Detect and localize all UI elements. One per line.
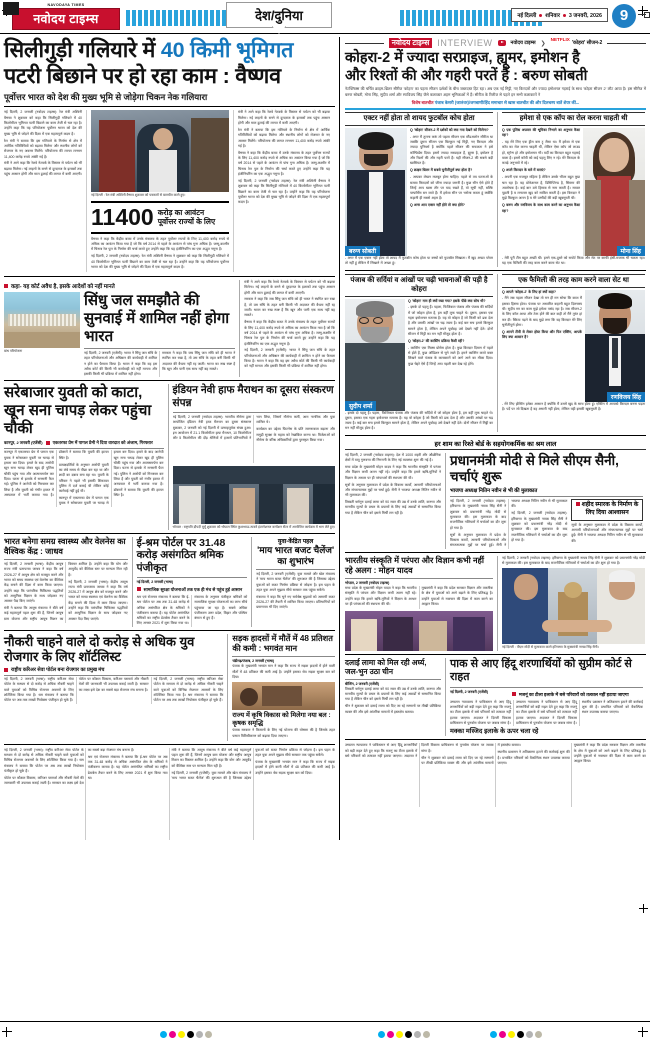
dateline-city: नई दिल्ली xyxy=(517,13,537,19)
panel-mona-q1: Q एक पुलिस अफसर की भूमिका निभाने का अनुभव कैसा रहा? xyxy=(502,127,580,138)
temple-headline: मक्का मस्जिद इलाके के ऊपर चला रहे xyxy=(450,728,539,736)
jobs-overflow-paragraph-6: पंजाब के मुख्यमंत्री भगवंत मान ने कहा कि राज्य में सड़क हादसों में होने वाली मौतों में 48 प्रतिशत की कमी आई है। उन्होंने इसका श्रेय सड़क सुरक्षा बल को दिया। xyxy=(255,759,335,775)
modi-side-paragraph: सूत्रों के अनुसार मुलाकात में प्रदेश के विकास कार्यों, आगामी परियोजनाओं और संगठनात्मक मुद्दों पर चर्चा हुई। सैनी ने भाजपा अध्यक्ष नितिन नवीन से भी मुलाकात की। xyxy=(571,522,643,543)
modi-kicker: भाजपा अध्यक्ष नितिन नवीन से भी की मुलाकात xyxy=(450,488,538,495)
right-column xyxy=(340,37,646,840)
panel-sudip-a1: - इसके दो पहलू हैं। पहला, फिजिकल पंजाब और पंजाब की सर्दियों में जो कोहरा होता है, हम वहीं लुक चाहते थे। दूसरा, इसका एक गहरा इमोशनल मतलब है। यह वो कोहरा है जो किसी को ढक देता है और उसकी आंखों पर चढ़ जाता है। कई बार सच हमारे बिल्कुल सामने होता है, लेकिन अपने पूर्वाग्रह उसे देखने नहीं देते। दोनों सीजन में मिट्टी का मन नहीं मौजूद होता है। xyxy=(408,305,493,336)
interview-headline-line2: और रिश्तों की और गहरी परतें हैं : बरुण सोबती xyxy=(345,67,588,84)
footer-registration-bar xyxy=(0,1021,650,1043)
panel-ranvijay-name-tag: रणविजय सिंह xyxy=(607,392,645,402)
refugees-headline: पाक से आए हिंदू शरणार्थियों को सुप्रीम कोर्ट से राहत xyxy=(450,657,632,684)
refugees-paragraph-1: उच्चतम न्यायालय ने पाकिस्तान से आए हिंदू शरणार्थियों को बड़ी राहत देते हुए कहा कि मजनूं का टीला इलाके में बसे परिवारों को तत्काल नहीं हटाया जाएगा। अदालत ने दिल्ली विकास प्राधिकरण से पुनर्वास योजना पर जवाब मांगा है। xyxy=(450,699,511,725)
interview-channel-label: नवोदय टाइम्स xyxy=(510,40,536,46)
jobs-overflow-paragraph-2: पोर्टल पर कौशल विकास, करिअर परामर्श और नौकरी मेलों की जानकारी भी उपलब्ध कराई जाती है। सरकार का लक्ष्य इसे देश का सबसे बड़ा रोजगार मंच बनाना है। xyxy=(4,747,135,786)
sindhu-paragraph-2: सरकार ने कहा कि जब सिंधु जल संधि को ही भारत ने स्थगित कर रखा है, तो उस संधि के तहत बनी किसी भी अदालत की वैधता नहीं रह जाती। भारत का रुख स्पष्ट है कि खून और पानी एक साथ नहीं बह सकते। xyxy=(162,350,236,371)
marathon-story xyxy=(168,384,336,529)
sindhu-headline: सिंधु जल समझौते की सुनवाई में शामिल नहीं होगा भारत xyxy=(84,291,230,345)
mini-panel-paragraph-3: सूत्रों के अनुसार मुलाकात में प्रदेश के विकास कार्यों, आगामी परियोजनाओं और संगठनात्मक मुद्दों पर चर्चा हुई। सैनी ने भाजपा अध्यक्ष नितिन नवीन से भी मुलाकात की। xyxy=(345,482,441,498)
interview-brand-hindi: नवोदय टाइम्स xyxy=(389,38,433,48)
crime-paragraph-1: कानपुर में एकतरफा प्रेम में पागल एक युवक ने सरेबाजार युवती पर चापड़ से हमला कर दिया। हमले के बाद आरोपी खून सना चापड़ लेकर खुद ही पुलिस चौकी पहुंच गया और आत्मसमर्पण कर दिया। घटना से इलाके में सनसनी फैल गई। पुलिस ने आरोपी को गिरफ्तार कर लिया है और युवती को गंभीर हालत में अस्पताल में भर्ती कराया गया है। डॉक्टरों ने बताया कि युवती की हालत स्थिर है। xyxy=(4,450,109,497)
modi-handshake-photo xyxy=(502,568,645,644)
sanskriti-dateline: भोपाल, 2 जनवरी (नवोदय टाइम्स) xyxy=(345,581,390,586)
modi-side-headline: शहीद स्मारक के निर्माण के लिए दिया आश्वासन xyxy=(581,502,639,516)
marathon-headline: इंडियन नेवी हाफ मैराथन का दूसरा संस्करण संपन्न xyxy=(172,384,334,410)
page-number-badge: 9 xyxy=(612,4,636,28)
marathon-photo xyxy=(173,466,336,524)
lead-paragraph-3: वैष्णव ने कहा कि केंद्रीय बजट में उनके मंत्रालय के तहत पूर्वोत्तर राज्यों के लिए 11,400 करोड़ रुपये से अधिक का आवंटन किया गया है जो कि वर्ष 2014 से पहले के आवंटन से पांच गुना अधिक है। जम्मू-कश्मीर में चिनाब रेल पुल के निर्माण की चर्चा करते हुए उन्होंने कहा कि यह इंजीनियरिंग का एक अद्भुत नमूना है। xyxy=(91,236,229,252)
lead-paragraph-5: रेल मंत्री ने बताया कि इस गलियारे के निर्माण से क्षेत्र में आर्थिक गतिविधियों को बढ़ावा मिलेगा और स्थानीय लोगों को रोजगार के नए अवसर मिलेंगे। परियोजना की लागत लगभग 11,400 करोड़ रुपये आंकी गई है। xyxy=(238,127,330,148)
lead-figure-label-2: पूर्वोत्तर राज्यों के लिए xyxy=(157,217,216,227)
registration-mark-mid-right xyxy=(639,904,648,913)
eshram-body xyxy=(137,595,248,627)
panel-barun-a2: - आपका लेखन मजबूत होना चाहिए। पहले से तय घटनाओं के बजाय किरदारों को जीना ज्यादा जरूरी है। कुछ सीन ऐसे होते हैं जिन्हें आप खास तौर पर याद रखते हैं, वो सूची नहीं, बल्कि परफॉर्मेंस बन जाते हैं। मैं हमेशा सीन पर भरोसा करता हूं क्योंकि कहानी ही सबसे अहम है। xyxy=(410,175,493,201)
health-eshram-section xyxy=(4,537,335,627)
interview-panels-top xyxy=(345,112,646,267)
panel-ranvijay-a2: - मेरे लिए होस्टिंग हमेशा आसान है क्योंकि मैं उसमें खुद के साथ होता हूं। एक्टिंग में आपको किरदार बनना पड़ता है। पर्दे पर जो दिखता है वह असली नहीं होता, लेकिन यही इसकी खूबसूरती है। xyxy=(502,401,645,411)
health-paragraph-3: नई दिल्ली, 2 जनवरी (भाषा): केंद्रीय आयुष राज्य मंत्री प्रतापराव जाधव ने कहा कि वर्ष 2026-27 में आयुष क्षेत्र को मजबूत करने और भारत को समग्र स्वास्थ्य एवं वेलनेस का वैश्विक केंद्र बनाने की दिशा में काम किया जाएगा। उन्होंने कहा कि पारंपरिक चिकित्सा पद्धतियों को आधुनिक विज्ञान के साथ जोड़कर नए अवसर पैदा किए जाएंगे। xyxy=(68,579,128,621)
interview-channel xyxy=(511,40,536,46)
interview-brand-word: INTERVIEW xyxy=(437,38,493,48)
modi-paragraph-2: सूत्रों के अनुसार मुलाकात में प्रदेश के विकास कार्यों, आगामी परियोजनाओं और संगठनात्मक मुद्दों पर चर्चा हुई। सैनी ने भाजपा अध्यक्ष नितिन नवीन से भी मुलाकात की। xyxy=(450,499,568,548)
netflix-label: NETFLIX xyxy=(550,36,570,42)
farmers-body xyxy=(232,728,335,739)
jobs-overflow-paragraph-4: मंत्री ने बताया कि आयुष मंत्रालय ने बीते वर्ष कई महत्वपूर्ण पहल शुरू की हैं, जिनमें आयुष ग्राम योजना और राष्ट्रीय आयुष मिशन का विस्तार शामिल है। उन्होंने कहा कि योग और आयुर्वेद को वैश्विक स्तर पर मान्यता मिल रही है। xyxy=(171,747,252,768)
lead-headline xyxy=(4,37,335,89)
eshram-paragraph-2: मंत्रालय के अनुसार पंजीकृत श्रमिकों को सामाजिक सुरक्षा योजनाओं का लाभ सीधे पहुंचाया जा रहा है। सबसे अधिक पंजीकरण उत्तर प्रदेश, बिहार और पश्चिम बंगाल से हुए हैं। xyxy=(194,594,248,621)
interview-brand-bar xyxy=(345,37,646,50)
sindhu-paragraph-1: नई दिल्ली, 2 जनवरी (एजेंसी): भारत ने सिंधु जल संधि के तहत परियोजनाओं और अधिष्ठान की कार्यवाही में शामिल न होने का फैसला किया है। भारत ने कहा कि वह इस अवैध कोर्ट की किसी भी कार्यवाही को नहीं मानता और इसकी किसी भी प्रक्रिया में शामिल नहीं होगा। xyxy=(84,350,158,377)
sindhu-photo-caption: बांध परियोजना xyxy=(4,348,23,353)
modi-section xyxy=(345,453,646,549)
dalai-paragraph-2: चीन ने शुक्रवार को दलाई लामा को दिए जा रहे सम्मानों पर तीखी प्रतिक्रिया व्यक्त की और इसे आंतरिक मामलों में हस्तक्षेप बताया। xyxy=(345,704,441,714)
registration-mark-bottom-left xyxy=(2,1027,12,1037)
panel-barun-a1: - अगर मैं तुलना करूं तो पहला सीजन एक स्टैंडअलोन सीरीज था जबकि दूसरा सीजन एक बिल्कुल नई मिट्टी, नए किरदार और ज्यादा युनिवर्स है क्योंकि पहले सीजन की सफलता ने इसे कॉन्फिडेंस दिया। इसमें ज्यादा सरप्राइज हैं, ह्यूमर है, इमोशन है और रिश्तों की और गहरी परतें हैं। यही सीजन-2 की सबसे बड़ी खासियत है। xyxy=(410,134,493,166)
lead-paragraph-2: रेल मंत्री ने बताया कि इस गलियारे के निर्माण से क्षेत्र में आर्थिक गतिविधियों को बढ़ावा मिलेगा और स्थानीय लोगों को रोजगार के नए अवसर मिलेंगे। परियोजना की लागत लगभग 11,400 करोड़ रुपये आंकी गई है। xyxy=(4,138,82,159)
sindhu-story xyxy=(4,280,235,378)
right-overflow-paragraph-2: चीन ने शुक्रवार को दलाई लामा को दिए जा रहे सम्मानों पर तीखी प्रतिक्रिया व्यक्त की और इसे आंतरिक मामलों में हस्तक्षेप बताया। xyxy=(421,743,521,765)
lead-story xyxy=(4,37,335,272)
farmers-headline: राज्य में कृषि विकास को मिलेगा नया बल : कृषक समृद्धि xyxy=(232,712,331,728)
panel-sudip-qna-head: पंजाब की सर्दियां व आंखों पर चढ़ी भावनाओं की पड़ी है कोहरा xyxy=(345,274,493,297)
lead-paragraph-3b: नई दिल्ली, 2 जनवरी (नवोदय टाइम्स): रेल मंत्री अश्विनी वैष्णव ने शुक्रवार को कहा कि सिलीगुड़ी गलियारे में 40 किलोमीटर भूमिगत पटरी बिछाने का काम तेजी से चल रहा है। उन्होंने कहा कि यह परियोजना पूर्वोत्तर भारत को देश की मुख्य भूमि से जोड़ने की दिशा में एक महत्वपूर्ण कदम है। xyxy=(91,254,229,270)
panel-mona-name-tag: मोना सिंह xyxy=(617,246,646,256)
dalai-paragraph-1: तिब्बती धर्मगुरु दलाई लामा को 90 साल की उम्र में उनके शांति, करुणा और मानवीय मूल्यों के प्रचार के प्रयासों के लिए कई अवार्डों से सम्मानित किया गया है लेकिन चीन को इससे मिर्ची लग रही है। xyxy=(345,686,441,702)
jobs-story xyxy=(4,634,223,741)
right-overflow-paragraph-3: स्थानीय प्रशासन ने अतिक्रमण हटाने की कार्रवाई शुरू की है। प्रभावित परिवारों को वैकल्पिक स्थान उपलब्ध कराया जाएगा। xyxy=(497,750,570,765)
health-paragraph-2: मंत्री ने बताया कि आयुष मंत्रालय ने बीते वर्ष कई महत्वपूर्ण पहल शुरू की हैं, जिनमें आयुष ग्राम योजना और राष्ट्रीय आयुष मिशन का विस्तार शामिल है। उन्होंने कहा कि योग और आयुर्वेद को वैश्विक स्तर पर मान्यता मिल रही है। xyxy=(4,562,128,621)
modi-paragraph-3: नई दिल्ली, 2 जनवरी (नवोदय टाइम्स): हरियाणा के मुख्यमंत्री नायब सिंह सैनी ने शुक्रवार को प्रधानमंत्री नरेंद्र मोदी से मुलाकात की। इस मुलाकात के बाद राजनीतिक गलियारों में चर्चाओं का दौर शुरू हो गया है। xyxy=(511,511,568,542)
dalai-story xyxy=(345,658,441,737)
panel-ranvijay-photo xyxy=(585,290,645,402)
sanskriti-section xyxy=(345,556,646,651)
jobs-section xyxy=(4,634,335,741)
marathon-paragraph-2: कार्यक्रम का उद्देश्य फिटनेस के प्रति जागरूकता बढ़ाना और समुद्री सुरक्षा के महत्व को रेखांकित करना था। विजेताओं को नौसेना के वरिष्ठ अधिकारियों द्वारा पुरस्कृत किया गया। xyxy=(256,427,335,442)
sindhu-kicker xyxy=(4,282,235,290)
accidents-paragraph-1: पंजाब के मुख्यमंत्री भगवंत मान ने कहा कि राज्य में सड़क हादसों में होने वाली मौतों में 48 प्रतिशत की कमी आई है। उन्होंने इसका श्रेय सड़क सुरक्षा बल को दिया। xyxy=(232,664,335,679)
refugees-paragraph-2: उच्चतम न्यायालय ने पाकिस्तान से आए हिंदू शरणार्थियों को बड़ी राहत देते हुए कहा कि मजनूं का टीला इलाके में बसे परिवारों को तत्काल नहीं हटाया जाएगा। अदालत ने दिल्ली विकास प्राधिकरण से पुनर्वास योजना पर जवाब मांगा है। xyxy=(516,699,577,725)
panel-mona-a2: - अपनी एक मजबूत महिला है लेकिन उसके भीतर बहुत कुछ चल रहा है। वह प्रोफेशनल है, डिसिप्लिन्ड है, सिस्टम की आलोचक है। कई बार उसे हिसाब से नाम करती है। सवाल पूछती है व लगातार खुद को साबित करती है। इस किरदार ने मुझे बिल्कुल अलग है व मेरे उम्मीदों की बड़ी खूबसूरती थी। xyxy=(502,175,580,201)
dateline xyxy=(511,8,608,22)
mini-panel-body xyxy=(345,453,441,549)
refugees-paragraph-3: स्थानीय प्रशासन ने अतिक्रमण हटाने की कार्रवाई शुरू की है। प्रभावित परिवारों को वैकल्पिक स्थान उपलब्ध कराया जाएगा। xyxy=(582,699,643,715)
lead-photo xyxy=(91,110,229,192)
sindhu-side-paragraph-1: मंत्री ने आगे कहा कि रेलवे नेटवर्क के विस्तार से पर्यटन को भी बढ़ावा मिलेगा। नई लाइनों के बनने से दूरदराज के इलाकों तक पहुंच आसान होगी और माल ढुलाई की लागत में कमी आएगी। xyxy=(244,279,335,295)
lead-figure-label-1: करोड़ का आवंटन xyxy=(157,207,205,217)
eshram-headline: ई-श्रम पोर्टल पर 31.48 करोड़ असंगठित श्रमिक पंजीकृत xyxy=(136,536,226,575)
lead-paragraph-2b: मंत्री ने आगे कहा कि रेलवे नेटवर्क के विस्तार से पर्यटन को भी बढ़ावा मिलेगा। नई लाइनों के बनने से दूरदराज के इलाकों तक पहुंच आसान होगी और माल ढुलाई की लागत में कमी आएगी। xyxy=(4,161,82,177)
modi-paragraph-1: नई दिल्ली, 2 जनवरी (नवोदय टाइम्स): हरियाणा के मुख्यमंत्री नायब सिंह सैनी ने शुक्रवार को प्रधानमंत्री नरेंद्र मोदी से मुलाकात की। इस मुलाकात के बाद राजनीतिक गलियारों में चर्चाओं का दौर शुरू हो गया है। xyxy=(450,499,507,530)
logo-latin-name: NAVODAYA TIMES xyxy=(47,3,85,7)
dateline-separator-dot-2 xyxy=(563,14,566,17)
eshram-paragraph-1: श्रम एवं रोजगार मंत्रालय ने बताया कि ई-श्रम पोर्टल पर अब तक 31.48 करोड़ से अधिक असंगठित क्षेत्र के श्रमिकों ने पंजीकरण कराया है। यह पोर्टल असंगठित श्रमिकों का राष्ट्रीय डेटाबेस तैयार करने के लिए अगस्त 2021 में शुरू किया गया था। xyxy=(136,594,190,626)
eshram-bullet-icon xyxy=(137,587,141,591)
right-overflow-paragraph-4: मुख्यमंत्री ने कहा कि प्रदेश सरकार विज्ञान और तकनीक के क्षेत्र में युवाओं को आगे बढ़ाने के लिए प्रतिबद्ध है। उन्होंने युवाओं से नवाचार की दिशा में काम करने का आह्वान किया। xyxy=(573,743,646,764)
jobs-paragraph-3: नई दिल्ली, 2 जनवरी (भाषा): राष्ट्रीय करिअर सेवा पोर्टल के माध्यम से दो करोड़ से अधिक नौकरी चाहने वाले युवाओं को विभिन्न रोजगार अवसरों के लिए शॉर्टलिस्ट किया गया है। श्रम मंत्रालय ने बताया कि पोर्टल पर अब तक लाखों नियोक्ता पंजीकृत हो चुके हैं। xyxy=(153,676,224,703)
interview-panel-barun xyxy=(345,112,493,267)
crime-headline: सरेबाजार युवती को काटा, खून सना चापड़ लेकर पहुंचा चौकी xyxy=(4,384,152,438)
jobs-kicker: राष्ट्रीय करिअर सेवा पोर्टल बना रोजगार का प्रमुख मंच xyxy=(11,666,105,673)
accidents-headline: सड़क हादसों में मौतें में 48 प्रतिशत की कमी : भगवंत मान xyxy=(232,633,333,654)
panel-mona-qa xyxy=(502,128,580,256)
jobs-bullet-icon xyxy=(4,668,8,672)
logo-hindi-name: नवोदय टाइम्स xyxy=(12,8,120,30)
health-paragraph-1: नई दिल्ली, 2 जनवरी (भाषा): केंद्रीय आयुष राज्य मंत्री प्रतापराव जाधव ने कहा कि वर्ष 2026-27 में आयुष क्षेत्र को मजबूत करने और भारत को समग्र स्वास्थ्य एवं वेलनेस का वैश्विक केंद्र बनाने की दिशा में काम किया जाएगा। उन्होंने कहा कि पारंपरिक चिकित्सा पद्धतियों को आधुनिक विज्ञान के साथ जोड़कर नए अवसर पैदा किए जाएंगे। xyxy=(4,562,64,604)
eshram-callout: सामाजिक सुरक्षा योजनाओं तक एक ही मंच से पहुंच हुई आसान xyxy=(143,586,243,592)
crime-marathon-section xyxy=(4,384,335,529)
right-overflow-paragraph-1: उच्चतम न्यायालय ने पाकिस्तान से आए हिंदू शरणार्थियों को बड़ी राहत देते हुए कहा कि मजनूं का टीला इलाके में बसे परिवारों को तत्काल नहीं हटाया जाएगा। अदालत ने दिल्ली विकास प्राधिकरण से पुनर्वास योजना पर जवाब मांगा है। xyxy=(345,743,494,759)
section-tab[interactable] xyxy=(226,2,332,28)
lead-photo-caption: नई दिल्ली : रेल मंत्री अश्विनी वैष्णव शुक्रवार को पत्रकारों से बातचीत करते हुए। xyxy=(91,193,186,198)
publication-logo[interactable] xyxy=(12,3,120,30)
lead-headline-part1: सिलीगुड़ी गलियारे में xyxy=(4,38,161,62)
panel-barun-q3: Q अगर आप एक्टर नहीं होते तो क्या होते? xyxy=(410,203,465,208)
modi-side-bullet-icon xyxy=(576,502,580,506)
panel-ranvijay-a1: - मैंने जब पहला सीजन देखा तो मन ही मन सोचा कि काश मैं इसका हिस्सा होता। पंजाब पर आधारित कहानी बहुत दिलचस्प थी। सुदीप सर का काम मुझे हमेशा पसंद रहा है। जब सीजन-2 के लिए कॉल आया और टेस्ट होने की बात कही तो मैंने तुरंत हां कर दी। स्क्रिप्ट पढ़ने के बाद मुझे लगा कि यह किरदार मेरे लिए चुनौतीपूर्ण होगा। xyxy=(502,296,582,327)
panel-barun-q1: Q 'कोहरा' सीजन-2 में दर्शकों को क्या नया देखने को मिलेगा? xyxy=(410,127,489,132)
jobs-overflow-paragraph-3: श्रम एवं रोजगार मंत्रालय ने बताया कि ई-श्रम पोर्टल पर अब तक 31.48 करोड़ से अधिक असंगठित क्षेत्र के श्रमिकों ने पंजीकरण कराया है। यह पोर्टल असंगठित श्रमिकों का राष्ट्रीय डेटाबेस तैयार करने के लिए अगस्त 2021 में शुरू किया गया था। xyxy=(87,754,168,780)
dateline-day: शनिवार xyxy=(545,13,560,19)
crime-body xyxy=(4,450,164,506)
eshram-story xyxy=(132,537,248,627)
crime-kicker: एकतरफा प्रेम में पागल प्रेमी ने दिया वारदात को अंजाम, गिरफ्तार xyxy=(52,440,153,446)
mini-panel-paragraph-1: नई दिल्ली, 2 जनवरी (नवोदय टाइम्स): देश में 1000 शहरी और औद्योगिक क्षेत्रों में वायु गुणवत्ता की निगरानी के लिए नई व्यवस्था शुरू की गई है। xyxy=(345,452,441,463)
page-body xyxy=(0,34,650,840)
yuva-paragraph-1: नई दिल्ली, 2 जनवरी (एजेंसी): युवा मामले और खेल मंत्रालय ने 'माय भारत बजट चैलेंज' की शुरुआत की है जिसका उद्देश्य युवाओं को बजट निर्माण प्रक्रिया से जोड़ना है। इस पहल के तहत युवा अपने सुझाव सीधे सरकार तक पहुंचा सकेंगे। xyxy=(256,572,335,592)
marathon-body xyxy=(173,415,336,463)
marathon-photo-caption: भोपाल : राष्ट्रपति द्रौपदी मुर्मू शुक्रवार को भोपाल स्थित कुशाभाऊ ठाकरे इंटरनेशनल कन्वेंशन सेंटर में आयोजित कार्यक्रम में भाग लेते हुए। xyxy=(172,525,335,530)
sanskriti-paragraph-2: मुख्यमंत्री ने कहा कि प्रदेश सरकार विज्ञान और तकनीक के क्षेत्र में युवाओं को आगे बढ़ाने के लिए प्रतिबद्ध है। उन्होंने युवाओं से नवाचार की दिशा में काम करने का आह्वान किया। xyxy=(421,586,493,606)
dateline-date: 3 जनवरी, 2026 xyxy=(568,13,602,19)
modi-photo-lead xyxy=(502,556,645,567)
accidents-dateline: चंडीगढ़/पंजाब, 2 जनवरी (भाषा) xyxy=(232,659,275,664)
logo-corner-decoration xyxy=(3,2,19,15)
refugees-kicker: मजनूं का टीला इलाके में बसे परिवारों को तत्काल नहीं हटाया जाएगा xyxy=(519,691,629,697)
panel-sudip-name-tag: सुदीप शर्मा xyxy=(345,401,376,411)
sindhu-photo xyxy=(4,292,80,348)
mini-panel-paragraph-2: मध्य प्रदेश के मुख्यमंत्री मोहन यादव ने कहा कि भारतीय संस्कृति में परंपरा और विज्ञान कभी अलग नहीं रहे। उन्होंने कहा कि हमारे ऋषि-मुनियों ने विज्ञान के आधार पर ही परंपराओं की स्थापना की थी। xyxy=(345,465,441,480)
interview-panel-sudip xyxy=(345,274,493,432)
dalai-dateline: बीजिंग, 2 जनवरी (एजेंसी) xyxy=(345,681,380,686)
refugees-body xyxy=(450,700,643,727)
lead-paragraph-7: नई दिल्ली, 2 जनवरी (नवोदय टाइम्स): रेल मंत्री अश्विनी वैष्णव ने शुक्रवार को कहा कि सिलीगुड़ी गलियारे में 40 किलोमीटर भूमिगत पटरी बिछाने का काम तेजी से चल रहा है। उन्होंने कहा कि यह परियोजना पूर्वोत्तर भारत को देश की मुख्य भूमि से जोड़ने की दिशा में एक महत्वपूर्ण कदम है। xyxy=(238,178,330,205)
interview-panel-ranvijay xyxy=(497,274,645,432)
jobs-paragraph-1: नई दिल्ली, 2 जनवरी (भाषा): राष्ट्रीय करिअर सेवा पोर्टल के माध्यम से दो करोड़ से अधिक नौकरी चाहने वाले युवाओं को विभिन्न रोजगार अवसरों के लिए शॉर्टलिस्ट किया गया है। श्रम मंत्रालय ने बताया कि पोर्टल पर अब तक लाखों नियोक्ता पंजीकृत हो चुके हैं। xyxy=(4,676,74,703)
lead-body-col1 xyxy=(4,110,82,271)
panel-mona-q3: Q बरुण और रणविजय के साथ काम करने का अनुभव कैसा रहा? xyxy=(502,203,580,213)
panel-mona-qna-head: हमेशा से एक कॉप का रोल करना चाहती थी xyxy=(502,112,645,126)
video-play-icon xyxy=(498,40,506,46)
chevron-right-icon: ❯ xyxy=(540,40,546,47)
panel-ranvijay-q1: Q आपने 'कोहरा-2' के लिए हां क्यों कहा? xyxy=(502,289,557,294)
modi-photo-caption: नई दिल्ली : पीएम मोदी से मुलाकात करते हरियाणा के मुख्यमंत्री नायब सिंह सैनी। xyxy=(502,645,599,650)
panel-barun-q2: Q क्राइम थ्रिलर में सबसे चुनौतीपूर्ण क्या होता है? xyxy=(410,168,473,173)
yuva-headline: 'माय भारत बजट चैलेंज' का शुभारंभ xyxy=(257,544,335,566)
sindhu-body xyxy=(84,351,235,378)
panel-sudip-qa xyxy=(408,299,493,411)
interview-credit-line xyxy=(345,100,646,106)
lead-figure-number: 11400 xyxy=(91,203,154,230)
eshram-dateline: नई दिल्ली, 2 जनवरी (भाषा) xyxy=(136,579,174,584)
panel-sudip-q2: Q 'कोहरा-2' की कास्टिंग प्रक्रिया कैसी रही? xyxy=(408,338,465,343)
accidents-body xyxy=(232,664,335,680)
lead-figure-block xyxy=(91,203,229,230)
yuva-body xyxy=(256,572,335,611)
left-column xyxy=(4,37,340,840)
dalai-headline: दलाई लामा को मिल रही अर्घ्य, जल-भुन उठा चीन xyxy=(345,657,427,677)
panel-mona-q2: Q अपने किरदार के बारे में बताएं? xyxy=(502,168,546,173)
panel-barun-a3: - अगर मैं एक एक्टर नहीं होता तो शायद मैं फुटबॉल कोच होता या बच्चों को फुटबॉल सिखाता। मैं खुद अच्छा प्लेयर तो नहीं हूं लेकिन मैं सिखाने में अच्छा हूं। xyxy=(345,255,493,266)
sindhu-section xyxy=(4,280,335,378)
lead-figure-body xyxy=(91,237,229,270)
sanskriti-paragraph-1: मध्य प्रदेश के मुख्यमंत्री मोहन यादव ने कहा कि भारतीय संस्कृति में परंपरा और विज्ञान कभी अलग नहीं रहे। उन्होंने कहा कि हमारे ऋषि-मुनियों ने विज्ञान के आधार पर ही परंपराओं की स्थापना की थी। xyxy=(345,586,417,606)
jobs-overflow-body xyxy=(4,748,335,840)
panel-barun-name-tag: बरुण सोबती xyxy=(345,246,380,256)
jobs-body xyxy=(4,677,223,704)
dalai-refugees-section xyxy=(345,658,646,737)
mini-panel-section xyxy=(345,439,646,450)
sindhu-side-paragraph-2: सरकार ने कहा कि जब सिंधु जल संधि को ही भारत ने स्थगित कर रखा है, तो उस संधि के तहत बनी किसी भी अदालत की वैधता नहीं रह जाती। भारत का रुख स्पष्ट है कि खून और पानी एक साथ नहीं बह सकते। xyxy=(244,297,335,318)
interview-headline-line1: कोहरा-2 में ज्यादा सरप्राइज, ह्यूमर, इमोशन है xyxy=(345,50,580,66)
interview-divider-blue xyxy=(345,108,646,110)
interview-credit-text: पंजाब केसरी (जालंधर)/जगबाणी/हिंद समाचार से खास बातचीत की और दिलचस्प बातें शेयर कीं... xyxy=(434,99,580,105)
accidents-photo xyxy=(232,682,335,710)
health-body xyxy=(4,562,128,623)
section-tab-notch xyxy=(272,26,286,34)
modi-side-box xyxy=(571,499,643,521)
interview-credit-prefix: विशेष बातचीत xyxy=(411,99,434,105)
interview-platform xyxy=(550,36,603,46)
cmyk-color-bar-3 xyxy=(490,1031,542,1038)
health-headline: भारत बनेगा समग्र स्वास्थ्य और वेलनेस का वैश्विक केंद्र : जाधव xyxy=(4,536,126,556)
cmyk-color-bar-2 xyxy=(378,1031,430,1038)
modi-photo-block xyxy=(497,556,645,651)
marathon-paragraph-1: नई दिल्ली, 2 जनवरी (नवोदय टाइम्स): भारतीय नौसेना द्वारा आयोजित इंडियन नेवी हाफ मैराथन का दूसरा संस्करण शुक्रवार, 2 जनवरी को नई दिल्ली में उत्साहपूर्वक संपन्न हुआ। इस आयोजन में 21.1 किलोमीटर हाफ मैराथन, 10 किलोमीटर और 5 किलोमीटर की दौड़ श्रेणियों में हजारों प्रतिभागियों ने भाग लिया, जिसमें नौसेना कर्मी, आम नागरिक और युवा शामिल थे। xyxy=(172,415,335,441)
right-overflow-body xyxy=(345,743,646,807)
sanskriti-body xyxy=(345,586,493,609)
refugees-dateline: नई दिल्ली, 2 जनवरी (एजेंसी) xyxy=(450,689,489,694)
sanskriti-headline: भारतीय संस्कृति में परंपरा और विज्ञान कभी नहीं रहे अलग : मोहन यादव xyxy=(345,555,484,575)
lead-paragraph-1: नई दिल्ली, 2 जनवरी (नवोदय टाइम्स): रेल मंत्री अश्विनी वैष्णव ने शुक्रवार को कहा कि सिलीगुड़ी गलियारे में 40 किलोमीटर भूमिगत पटरी बिछाने का काम तेजी से चल रहा है। उन्होंने कहा कि यह परियोजना पूर्वोत्तर भारत को देश की मुख्य भूमि से जोड़ने की दिशा में एक महत्वपूर्ण कदम है। xyxy=(4,110,82,136)
jobs-paragraph-2: पोर्टल पर कौशल विकास, करिअर परामर्श और नौकरी मेलों की जानकारी भी उपलब्ध कराई जाती है। सरकार का लक्ष्य इसे देश का सबसे बड़ा रोजगार मंच बनाना है। xyxy=(78,676,149,692)
bullet-square-icon xyxy=(4,284,8,288)
panel-barun-qa xyxy=(410,128,493,256)
mini-panel-headline: हर शाम का रिश्ते बोर्ड के सहयोगकर्मिक का श्रम लाल xyxy=(345,439,646,450)
interview-standfirst: नेटफ्लिक्स की चर्चित क्राइम-थ्रिलर सीरीज 'कोहरा' का पहला सीजन दर्शकों के बीच जबरदस्त हिट रहा। अब एक नई मिट्टी, नए किरदारों और ज्यादा इमोशनल गहराई के साथ 'कोहरा सीजन 2' लौट आया है। इस सीरीज में बरुण सोबती, मोना सिंह, सुदीप शर्मा और रणविजय सिंह जैसे कलाकार अहम भूमिकाओं में हैं। सीरीज के रिलीज से पहले इन सभी कलाकारों ने xyxy=(345,87,646,98)
sindhu-side-paragraph-4: नई दिल्ली, 2 जनवरी (एजेंसी): भारत ने सिंधु जल संधि के तहत परियोजनाओं और अधिष्ठान की कार्यवाही में शामिल न होने का फैसला किया है। भारत ने कहा कि वह इस अवैध कोर्ट की किसी भी कार्यवाही को नहीं मानता और इसकी किसी भी प्रक्रिया में शामिल नहीं होगा। xyxy=(244,348,335,369)
crime-bullet-icon xyxy=(46,441,50,445)
panel-sudip-photo xyxy=(345,299,405,411)
jobs-headline: नौकरी चाहने वाले दो करोड़ से अधिक युव रोजगार के लिए शॉर्टलिस्ट xyxy=(4,633,195,665)
jobs-overflow-paragraph-5: नई दिल्ली, 2 जनवरी (एजेंसी): युवा मामले और खेल मंत्रालय ने 'माय भारत बजट चैलेंज' की शुरुआत की है जिसका उद्देश्य युवाओं को बजट निर्माण प्रक्रिया से जोड़ना है। इस पहल के तहत युवा अपने सुझाव सीधे सरकार तक पहुंचा सकेंगे। xyxy=(171,747,335,780)
page-number-tail xyxy=(638,14,646,15)
yuva-kicker: युवा-केंद्रित पहल xyxy=(277,538,314,545)
dateline-separator-dot xyxy=(539,14,542,17)
masthead xyxy=(0,0,650,34)
cmyk-color-bar-1 xyxy=(160,1031,212,1038)
panel-mona-a1: - यह मेरे लिए एक ड्रीम कम ट्रू जैसा था। मैं हमेशा से एक कॉप का रोल करना चाहती थी, लेकिन ऐसा कॉप जो लाउड हो, स्ट्रॉन्ग हो और इमोशनल भी। वर्दी का किरदार बहुत गहराई वाला है। इसमें कॉपी को कई पहलू लिए न रहे। मेरे किरदार के कपड़े अनुभवों में रहे। xyxy=(502,140,580,166)
registration-mark-bottom-right xyxy=(638,1027,648,1037)
modi-photo-lead-paragraph: नई दिल्ली, 2 जनवरी (नवोदय टाइम्स): हरियाणा के मुख्यमंत्री नायब सिंह सैनी ने शुक्रवार को प्रधानमंत्री नरेंद्र मोदी से मुलाकात की। इस मुलाकात के बाद राजनीतिक गलियारों में चर्चाओं का दौर शुरू हो गया है। xyxy=(502,555,645,565)
panel-sudip-tail: - इसके दो पहलू हैं। पहला, फिजिकल पंजाब और पंजाब की सर्दियों में जो कोहरा होता है, हम वहीं लुक चाहते थे। दूसरा, इसका एक गहरा इमोशनल मतलब है। यह वो कोहरा है जो किसी को ढक देता है और उसकी आंखों पर चढ़ जाता है। कई बार सच हमारे बिल्कुल सामने होता है, लेकिन अपने पूर्वाग्रह उसे देखने नहीं देते। दोनों सीजन में मिट्टी का मन नहीं मौजूद होता है। xyxy=(345,410,493,431)
panel-barun-photo xyxy=(345,128,407,256)
panel-ranvijay-qa xyxy=(502,290,582,402)
sindhu-side-paragraph-3: वैष्णव ने कहा कि केंद्रीय बजट में उनके मंत्रालय के तहत पूर्वोत्तर राज्यों के लिए 11,400 करोड़ रुपये से अधिक का आवंटन किया गया है जो कि वर्ष 2014 से पहले के आवंटन से पांच गुना अधिक है। जम्मू-कश्मीर में चिनाब रेल पुल के निर्माण की चर्चा करते हुए उन्होंने कहा कि यह इंजीनियरिंग का एक अद्भुत नमूना है। xyxy=(244,320,335,346)
lead-body-col3 xyxy=(238,110,330,271)
crime-story xyxy=(4,384,164,529)
health-story xyxy=(4,537,128,627)
lead-subheadline: पूर्वोत्तर भारत को देश की मुख्य भूमि से जोड़ेगा चिकन नेक गलियारा xyxy=(4,91,335,107)
sindhu-kicker-text: कहा- यह कोर्ट अवैध है, इसके आदेशों को नहीं मानते xyxy=(11,283,115,290)
jobs-overflow-paragraph-1: नई दिल्ली, 2 जनवरी (भाषा): राष्ट्रीय करिअर सेवा पोर्टल के माध्यम से दो करोड़ से अधिक नौकरी चाहने वाले युवाओं को विभिन्न रोजगार अवसरों के लिए शॉर्टलिस्ट किया गया है। श्रम मंत्रालय ने बताया कि पोर्टल पर अब तक लाखों नियोक्ता पंजीकृत हो चुके हैं। xyxy=(4,747,84,773)
interview-show-label: 'कोहरा' सीजन-2 xyxy=(571,40,603,46)
panel-mona-photo xyxy=(583,128,645,256)
section-tab-label: देश/दुनिया xyxy=(255,8,303,23)
lead-paragraph-4: मंत्री ने आगे कहा कि रेलवे नेटवर्क के विस्तार से पर्यटन को भी बढ़ावा मिलेगा। नई लाइनों के बनने से दूरदराज के इलाकों तक पहुंच आसान होगी और माल ढुलाई की लागत में कमी आएगी। xyxy=(238,110,330,126)
yuva-paragraph-2: मंत्रालय ने कहा कि चुने गए सर्वश्रेष्ठ सुझावों को आगामी बजट 2026-27 की तैयारी में शामिल किया जाएगा। प्रतिभागियों को प्रमाणपत्र भी दिए जाएंगे। xyxy=(256,594,335,610)
crime-dateline: कानपुर, 2 जनवरी (एजेंसी) xyxy=(4,440,43,446)
mini-panel-paragraph-4: तिब्बती धर्मगुरु दलाई लामा को 90 साल की उम्र में उनके शांति, करुणा और मानवीय मूल्यों के प्रचार के प्रयासों के लिए कई अवार्डों से सम्मानित किया गया है लेकिन चीन को इससे मिर्ची लग रही है। xyxy=(345,500,441,515)
lead-media-block xyxy=(86,110,234,271)
refugees-story xyxy=(445,658,643,737)
modi-headline: प्रधानमंत्री मोदी से मिले सीएम सैनी, चर्चाएं शुरू xyxy=(450,452,619,484)
modi-body xyxy=(450,499,567,548)
lead-headline-highlight: 40 किमी भूमिगत xyxy=(160,38,294,62)
crime-paragraph-3: कानपुर में एकतरफा प्रेम में पागल एक युवक ने सरेबाजार युवती पर चापड़ से हमला कर दिया। हमले के बाद आरोपी खून सना चापड़ लेकर खुद ही पुलिस चौकी पहुंच गया और आत्मसमर्पण कर दिया। घटना से इलाके में सनसनी फैल गई। पुलिस ने आरोपी को गिरफ्तार कर लिया है और युवती को गंभीर हालत में अस्पताल में भर्ती कराया गया है। डॉक्टरों ने बताया कि युवती की हालत स्थिर है। xyxy=(58,450,164,506)
panel-mona-a3: - मेरी पूरी टीम बहुत अच्छी थी। हमने एक-दूसरे को सपोर्ट किया और सेट पर काफी हंसी-मजाक भी चलता रहा। यह एक फैमिली की तरह काम करने वाला सेट था। xyxy=(502,255,645,266)
refugees-bullet-icon xyxy=(512,692,516,696)
panel-sudip-a2: - कास्टिंग एक मिक्स प्रोसेस होता है। कुछ किरदार दिमाग में पहले से होते हैं, कुछ ऑडिशन से चुने जाते हैं। हमने कास्टिंग करते वक्त लिखने वाले पंजाब के कलाकारों को आगे आने का मौका दिया। कुछ चेहरे ऐसे हैं जिन्हें आप पहली बार देख रहे होंगे। xyxy=(408,345,493,366)
interview-headline xyxy=(345,50,646,85)
farmers-paragraph-1: पंजाब सरकार ने किसानों के लिए नई योजना की घोषणा की है जिसके तहत फसल विविधीकरण को बढ़ावा दिया जाएगा। xyxy=(232,728,335,738)
modi-story xyxy=(445,453,643,549)
lead-paragraph-6: वैष्णव ने कहा कि केंद्रीय बजट में उनके मंत्रालय के तहत पूर्वोत्तर राज्यों के लिए 11,400 करोड़ रुपये से अधिक का आवंटन किया गया है जो कि वर्ष 2014 से पहले के आवंटन से पांच गुना अधिक है। जम्मू-कश्मीर में चिनाब रेल पुल के निर्माण की चर्चा करते हुए उन्होंने कहा कि यह इंजीनियरिंग का एक अद्भुत नमूना है। xyxy=(238,150,330,177)
interview-panel-mona xyxy=(497,112,645,267)
sindhu-side-column xyxy=(239,280,335,378)
interview-panels-bottom xyxy=(345,274,646,432)
panel-ranvijay-qna-head: एक फैमिली की तरह काम करने वाला सेट था xyxy=(502,274,645,288)
panel-barun-qna-head: एक्टर नहीं होता तो शायद फुटबॉल कोच होता xyxy=(345,112,493,126)
panel-sudip-q1: Q 'कोहरा' नाम ही क्यों रखा गया? इसके पीछे क्या सोच थी? xyxy=(408,298,486,303)
accidents-story xyxy=(227,634,335,741)
dalai-body xyxy=(345,687,441,715)
sanskriti-photo xyxy=(345,611,493,651)
modi-side-body xyxy=(571,523,643,544)
sanskriti-story xyxy=(345,556,493,651)
lead-headline-part2: पटरी बिछाने पर हो रहा काम : वैष्णव xyxy=(4,64,281,89)
panel-ranvijay-q2: Q आपने टीवी से लेकर होस्ट किया और फिर एक्टिंग, आपके लिए क्या आसान है? xyxy=(502,329,582,340)
yuva-story xyxy=(251,537,335,627)
crime-paragraph-2: प्रत्यक्षदर्शियों के अनुसार आरोपी युवती का लंबे समय से पीछा कर रहा था और शादी का दबाव बना रहा था। युवती के परिवार ने पहले भी इसकी शिकायत पुलिस में दर्ज कराई थी लेकिन कोई कार्रवाई नहीं हुई थी। xyxy=(58,462,109,494)
